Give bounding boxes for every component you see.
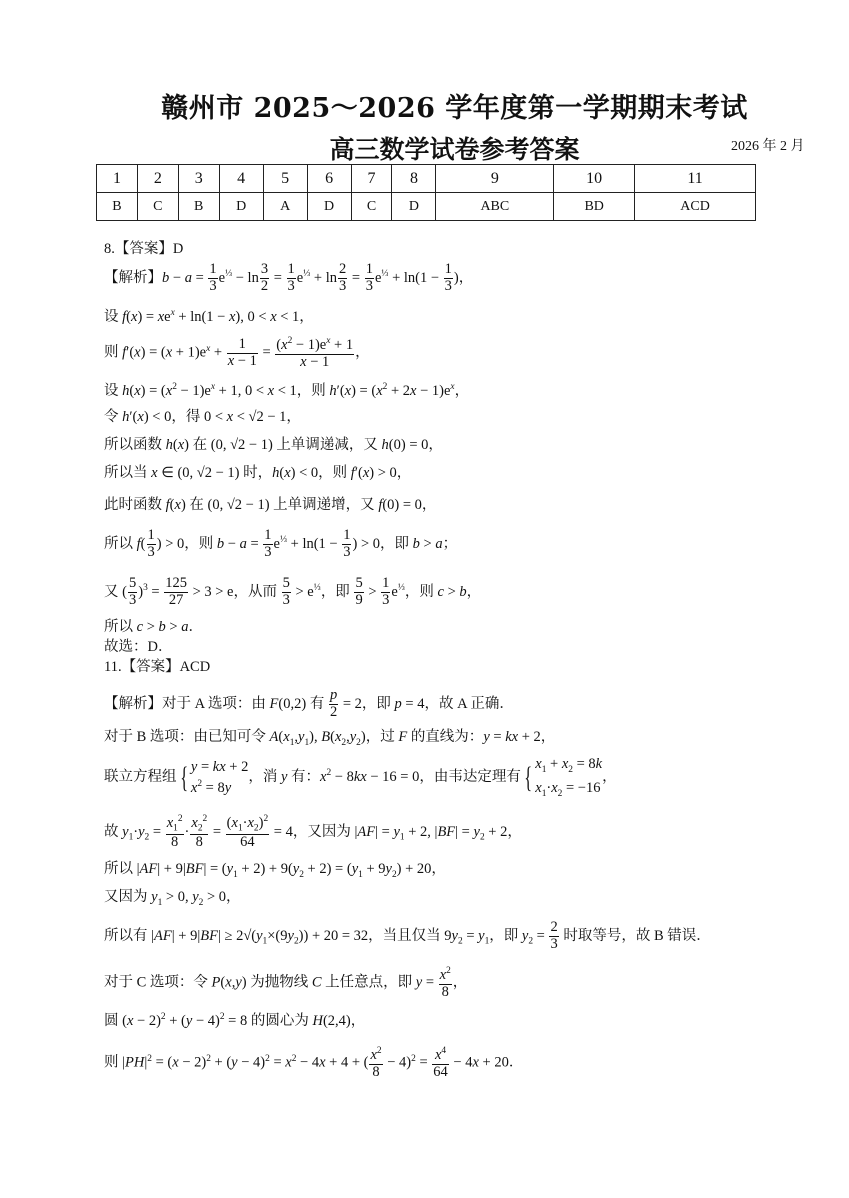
q8-line-11: 所以 c > b > a． [104, 619, 203, 635]
question-number-cell: 3 [178, 165, 219, 193]
q8-line-9: 所以 f( $\frac{1}{3}$ ) > 0，则 b − a = $\frac{1}{3}$ $e^{\frac{1}{3}} + \ln(1$ − $\frac{1}{3}$ ) > 0，即 b > a； [104, 527, 458, 560]
q8-line-3: 则 $f'(x) = (x + 1)e^x$ + $\frac{1}{x - 1}$ = $\frac{(x^2 - 1)e^x + 1}{x - 1}$ ， [104, 335, 370, 370]
question-number-cell: 11 [635, 165, 756, 193]
answer-table [96, 164, 756, 221]
answer-table-answer-row [97, 193, 756, 221]
question-number-cell: 8 [392, 165, 436, 193]
answer-cell: A [263, 193, 307, 221]
answer-cell: D [392, 193, 436, 221]
answer-cell: D [307, 193, 351, 221]
q11-heading: 11.【答案】ACD [104, 659, 211, 675]
question-number-cell: 6 [307, 165, 351, 193]
q8-line-1: 【解析】b − a = $\frac{1}{3}$ $e^{\frac{1}{3}} - \ln$ $\frac{3}{2}$ = $\frac{1}{3}$ $e^{\frac{1}{3}} + \ln$ $\frac{2}{3}$ = $\frac{1}{3}$ $e^{\frac{1}{3}} + \ln(1$ − $\frac{1}{3}$ )， [104, 261, 474, 294]
q11-line-8: 对于 C 选项：令 P(x,y) 为抛物线 C 上任意点，即 y = $\frac{x^2}{8}$ ， [104, 966, 468, 1000]
q11-line-7: 所以有 $|AF| + 9|BF| \ge 2√(y_1\times(9y_2)) + 20 = 32$，当且仅当 $9y_2 = y_1$，即 $y_2$ = $\frac{2}{3}$ 时取等号，故 B 错误． [104, 919, 711, 952]
q8-line-8: 此时函数 f(x) 在 (0, √2 − 1) 上单调递增，又 f(0) = 0， [104, 497, 437, 513]
exam-date: 2026 年 2 月 [731, 139, 805, 154]
page-title: 赣州市 2025～2026 学年度第一学期期末考试 [161, 93, 748, 124]
answer-cell: ABC [436, 193, 554, 221]
q11-line-3: 联立方程组 { y = kx + 2 $x^2 = 8y$，消 y 有：$x^2 - 8kx - 16 = 0$，由韦达定理有 { $x_1 + x_2 = 8k$ $x_1\cdot x_2 = -16$， [104, 756, 617, 799]
q11-line-1: 【解析】对于 A 选项：由 F(0,2) 有 $\frac{p}{2}$ = 2，即 p = 4，故 A 正确． [104, 687, 514, 720]
question-number-cell: 9 [436, 165, 554, 193]
answer-cell: C [351, 193, 392, 221]
question-number-cell: 5 [263, 165, 307, 193]
question-number-cell: 2 [137, 165, 178, 193]
q8-line-5: 令 h′(x) < 0，得 0 < x < √2 − 1， [104, 409, 301, 425]
q11-line-9: 圆 $(x - 2)^2 + (y - 4)^2 = 8$ 的圆心为 H(2,4)， [104, 1012, 366, 1029]
answer-table-number-row [97, 165, 756, 193]
answer-cell: BD [554, 193, 635, 221]
answer-cell: ACD [635, 193, 756, 221]
q8-line-6: 所以函数 h(x) 在 (0, √2 − 1) 上单调递减，又 h(0) = 0， [104, 437, 443, 453]
question-number-cell: 4 [219, 165, 263, 193]
q11-line-5: 所以 $|AF| + 9|BF| = (y_1 + 2) + 9(y_2 + 2) = (y_1 + 9y_2) + 20$， [104, 861, 446, 880]
q11-line-10: 则 $|PH|^2 = (x - 2)^2 + (y - 4)^2 = x^2 - 4x + 4$ + ( $\frac{x^2}{8}$ − 4)$^2$ = $\frac{x^4}{64}$ − 4x + 20． [104, 1046, 524, 1080]
q11-line-6: 又因为 $y_1 > 0$, $y_2 > 0$， [104, 889, 241, 908]
answer-cell: B [178, 193, 219, 221]
question-number-cell: 7 [351, 165, 392, 193]
q8-line-4: 设 $h(x) = (x^2 - 1)e^x + 1$, 0 < x < 1，则 $h'(x) = (x^2 + 2x - 1)e^x$， [104, 382, 470, 399]
q8-heading: 8.【答案】D [104, 241, 184, 257]
answer-cell: C [137, 193, 178, 221]
q11-line-4: 故 $y_1\cdot y_2$ = $\frac{x_1^2}{8}$ · $\frac{x_2^2}{8}$ = $\frac{(x_1\cdot x_2)^2}{64}$ = 4，又因为 $|AF| = y_1 + 2$, $|BF| = y_2 + 2$， [104, 814, 522, 851]
q11-line-2: 对于 B 选项：由已知可令 $A(x_1,y_1)$, $B(x_2,y_2)$，过 F 的直线为：y = kx + 2， [104, 729, 556, 748]
q8-line-10: 又 ( $\frac{5}{3}$ )$^3$ = $\frac{125}{27}$ > 3 > e，从而 $\frac{5}{3}$ > $e^{\frac{1}{3}}$，即 $\frac{5}{9}$ > $\frac{1}{3}$ $e^{\frac{1}{3}}$，则 c > b， [104, 575, 482, 608]
question-number-cell: 1 [97, 165, 138, 193]
answer-cell: D [219, 193, 263, 221]
page-subtitle: 高三数学试卷参考答案 [329, 135, 580, 164]
answer-cell: B [97, 193, 138, 221]
q8-line-7: 所以当 x ∈ (0, √2 − 1) 时，h(x) < 0，则 f′(x) > 0， [104, 465, 412, 481]
q8-line-12: 故选：D． [104, 639, 173, 655]
question-number-cell: 10 [554, 165, 635, 193]
q8-line-2: 设 $f(x) = xe^x + \ln(1 - x)$, 0 < x < 1， [104, 308, 314, 325]
